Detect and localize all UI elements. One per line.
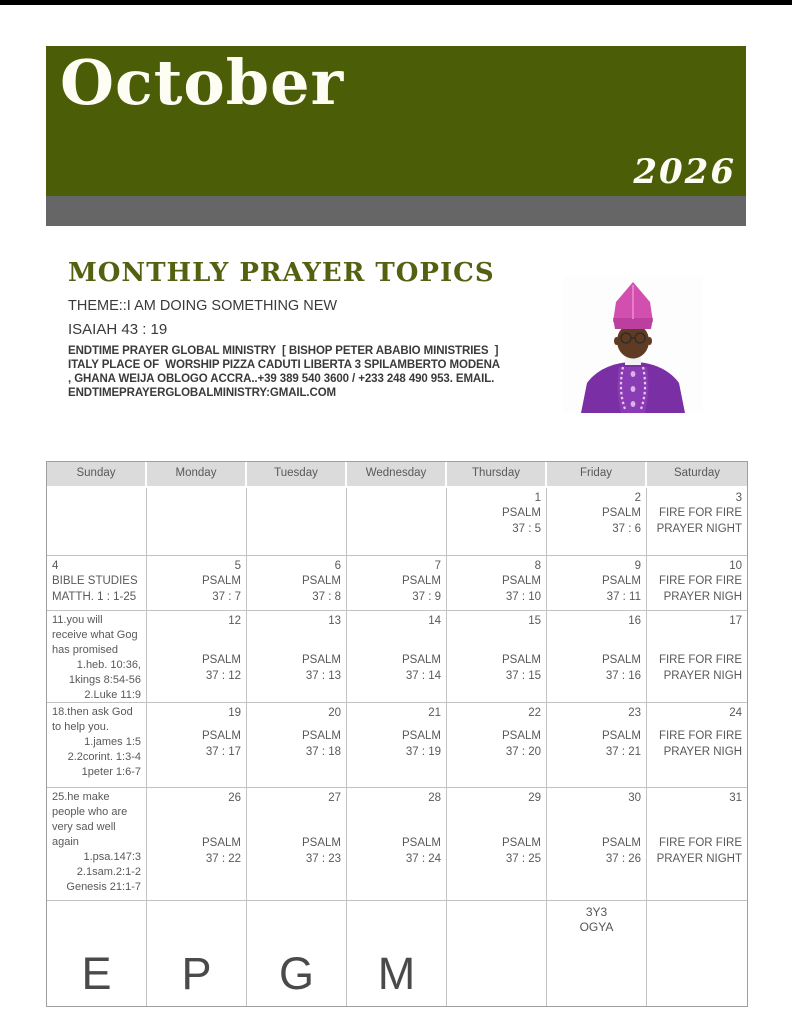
psalm-lines	[452, 505, 541, 537]
year-label: 2026	[633, 152, 736, 192]
weekday-header-monday: Monday	[147, 462, 247, 486]
calendar-cell	[647, 901, 747, 1006]
calendar-cell	[347, 901, 447, 1006]
calendar-cell	[147, 611, 247, 703]
cell-line: PSALM	[202, 654, 241, 666]
scripture-ref: 1kings 8:54-56	[68, 674, 141, 686]
day-number: 4	[52, 560, 59, 572]
epgm-letter: G	[278, 948, 314, 999]
topic-note: 25.he make people who are very sad well again	[52, 791, 128, 848]
fire-night-cell	[647, 703, 747, 788]
psalm-lines	[552, 505, 641, 537]
weekday-header-thursday: Thursday	[447, 462, 547, 486]
day-number: 8	[534, 560, 541, 572]
cell-line: PSALM	[602, 654, 641, 666]
cell-line: 37 : 13	[305, 670, 341, 682]
cell-line: PSALM	[402, 654, 441, 666]
ministry-banner-text: ENDTIME PRYER GLOBAL MINISTRY [ ITALY ] – BISHOP PETER ABABIO MINISTRIES [GHANA ]	[71, 233, 694, 248]
cell-line: 37 : 8	[312, 591, 341, 603]
epgm-letter: E	[81, 948, 112, 999]
calendar-cell	[147, 703, 247, 788]
mitre-band	[613, 318, 653, 329]
page-title: MONTHLY PRAYER TOPICS	[68, 258, 495, 288]
contact-line-2: ITALY PLACE OF WORSHIP PIZZA CADUTI LIBERTA 3 SPILAMBERTO MODENA	[68, 359, 501, 371]
day-number: 26	[228, 792, 241, 804]
cell-line: 37 : 20	[505, 746, 541, 758]
calendar-cell	[147, 901, 247, 1006]
day-number: 19	[228, 707, 241, 719]
psalm-lines	[552, 573, 641, 605]
cell-line: PSALM	[502, 575, 541, 587]
day-number: 14	[428, 615, 441, 627]
cell-line: 37 : 15	[505, 670, 541, 682]
cell-line: 37 : 7	[212, 591, 241, 603]
day-number: 31	[729, 792, 742, 804]
calendar-cell	[347, 703, 447, 788]
day-number: 3	[735, 492, 742, 504]
calendar-cell	[47, 488, 147, 556]
intro-section	[68, 258, 558, 400]
psalm-lines	[52, 573, 141, 605]
calendar-cell	[347, 488, 447, 556]
calendar-cell	[147, 488, 247, 556]
ogya-label	[552, 905, 641, 935]
scripture-ref: Genesis 21:1-7	[66, 881, 141, 893]
calendar-row	[47, 901, 747, 1006]
cell-line: 37 : 16	[605, 670, 641, 682]
calendar-cell	[447, 788, 547, 901]
calendar-table	[46, 461, 748, 1007]
cell-line: PSALM	[502, 837, 541, 849]
psalm-lines	[352, 835, 441, 867]
psalm-lines	[152, 835, 241, 867]
topic-note: 18.then ask God to help you.	[52, 706, 133, 733]
cell-line: PSALM	[502, 654, 541, 666]
cell-line: 37 : 26	[605, 853, 641, 865]
calendar-cell	[247, 556, 347, 611]
bishop-photo	[563, 277, 703, 413]
theme-line: THEME::I AM DOING SOMETHING NEW	[68, 298, 338, 314]
day-number: 10	[729, 560, 742, 572]
psalm-lines	[352, 652, 441, 684]
cell-line: 37 : 21	[605, 746, 641, 758]
cell-line: 37 : 24	[405, 853, 441, 865]
day-number: 12	[228, 615, 241, 627]
day-number: 9	[634, 560, 641, 572]
cell-line: FIRE FOR FIRE	[658, 837, 742, 849]
psalm-lines	[152, 652, 241, 684]
day-number: 29	[528, 792, 541, 804]
scripture-ref: 2.2corint. 1:3-4	[67, 751, 141, 763]
robe-button	[631, 386, 636, 392]
cell-line: FIRE FOR FIRE	[658, 730, 742, 742]
fire-night-lines	[652, 728, 742, 760]
psalm-lines	[452, 835, 541, 867]
calendar-cell	[547, 611, 647, 703]
psalm-lines	[252, 652, 341, 684]
day-number: 2	[634, 492, 641, 504]
weekday-header-friday: Friday	[547, 462, 647, 486]
cell-line: PSALM	[202, 730, 241, 742]
scripture-refs	[52, 658, 141, 703]
cell-line: PRAYER NIGH	[663, 746, 742, 758]
calendar-body	[47, 488, 747, 1006]
cell-line: PRAYER NIGH	[663, 591, 742, 603]
day-number: 13	[328, 615, 341, 627]
day-number: 20	[328, 707, 341, 719]
calendar-cell	[547, 703, 647, 788]
scripture-ref: 1.heb. 10:36,	[76, 659, 141, 671]
fire-night-cell	[647, 556, 747, 611]
weekday-header-row	[47, 462, 747, 488]
psalm-lines	[452, 728, 541, 760]
calendar-row	[47, 703, 747, 788]
calendar-cell	[47, 611, 147, 703]
cell-line: 37 : 5	[512, 523, 541, 535]
scripture-reference: ISAIAH 43 : 19	[68, 321, 168, 338]
cell-line: MATTH. 1 : 1-25	[52, 591, 137, 603]
bishop-portrait-image	[563, 277, 703, 413]
calendar-cell	[447, 556, 547, 611]
day-number: 7	[434, 560, 441, 572]
ear	[614, 337, 619, 345]
topic-note: 11.you will receive what Gog has promised	[52, 614, 138, 656]
cell-line: PSALM	[302, 730, 341, 742]
day-number: 22	[528, 707, 541, 719]
cell-line: 37 : 9	[412, 591, 441, 603]
day-number: 23	[628, 707, 641, 719]
calendar-cell	[447, 703, 547, 788]
day-number: 21	[428, 707, 441, 719]
psalm-lines	[352, 728, 441, 760]
weekday-header-sunday: Sunday	[47, 462, 147, 486]
psalm-lines	[552, 835, 641, 867]
cell-line: 37 : 25	[505, 853, 541, 865]
psalm-lines	[152, 573, 241, 605]
cell-line: FIRE FOR FIRE	[658, 654, 742, 666]
cell-line: FIRE FOR FIRE	[658, 507, 742, 519]
calendar-cell	[247, 703, 347, 788]
calendar-cell	[47, 788, 147, 901]
cell-line: FIRE FOR FIRE	[658, 575, 742, 587]
calendar-row	[47, 611, 747, 703]
day-number: 15	[528, 615, 541, 627]
calendar-cell	[347, 611, 447, 703]
calendar-cell	[447, 488, 547, 556]
contact-line-3: , GHANA WEIJA OBLOGO ACCRA..+39 389 540 3600 / +233 248 490 953. EMAIL.	[68, 373, 495, 385]
cell-line: 37 : 14	[405, 670, 441, 682]
calendar-cell	[147, 556, 247, 611]
cell-line: BIBLE STUDIES	[52, 575, 138, 587]
window-top-edge	[0, 0, 792, 5]
day-number: 5	[234, 560, 241, 572]
psalm-lines	[152, 728, 241, 760]
cell-line: 37 : 22	[205, 853, 241, 865]
fire-night-lines	[652, 835, 742, 867]
calendar-cell	[547, 901, 647, 1006]
calendar-cell	[347, 556, 447, 611]
day-number: 24	[729, 707, 742, 719]
cell-line: PSALM	[602, 507, 641, 519]
calendar-cell	[47, 901, 147, 1006]
cell-line: PSALM	[302, 654, 341, 666]
cell-line: PSALM	[602, 730, 641, 742]
psalm-lines	[552, 652, 641, 684]
cell-line: 37 : 6	[612, 523, 641, 535]
day-number: 27	[328, 792, 341, 804]
day-number: 17	[729, 615, 742, 627]
ogya-line: 3Y3	[585, 905, 608, 919]
weekday-header-saturday: Saturday	[647, 462, 747, 486]
calendar-cell	[47, 556, 147, 611]
robe-button	[631, 371, 636, 377]
calendar-cell	[247, 901, 347, 1006]
calendar-row	[47, 788, 747, 901]
day-number: 1	[534, 492, 541, 504]
scripture-ref: 1peter 1:6-7	[81, 766, 141, 778]
calendar-row	[47, 488, 747, 556]
ministry-banner	[46, 196, 746, 248]
fire-night-lines	[652, 652, 742, 684]
cell-line: PSALM	[502, 507, 541, 519]
fire-night-cell	[647, 611, 747, 703]
scripture-ref: 1.psa.147:3	[83, 851, 141, 863]
fire-night-cell	[647, 488, 747, 556]
robe-button	[631, 401, 636, 407]
cell-line: 37 : 10	[505, 591, 541, 603]
psalm-lines	[552, 728, 641, 760]
cell-line: PSALM	[502, 730, 541, 742]
calendar-cell	[247, 611, 347, 703]
psalm-lines	[452, 652, 541, 684]
contact-line-4: ENDTIMEPRAYERGLOBALMINISTRY:GMAIL.COM	[68, 387, 337, 399]
calendar-cell	[547, 488, 647, 556]
day-number: 16	[628, 615, 641, 627]
calendar-cell	[547, 788, 647, 901]
scripture-refs	[52, 735, 141, 780]
cell-line: 37 : 19	[405, 746, 441, 758]
cell-line: PRAYER NIGHT	[656, 523, 742, 535]
psalm-lines	[252, 835, 341, 867]
psalm-lines	[352, 573, 441, 605]
cell-line: PSALM	[402, 730, 441, 742]
psalm-lines	[452, 573, 541, 605]
fire-night-lines	[652, 505, 742, 537]
cell-line: PSALM	[302, 837, 341, 849]
day-number: 30	[628, 792, 641, 804]
calendar-cell	[247, 488, 347, 556]
psalm-lines	[252, 728, 341, 760]
ear	[647, 337, 652, 345]
cell-line: PSALM	[602, 575, 641, 587]
scripture-ref: 1.james 1:5	[84, 736, 141, 748]
month-title: October	[60, 46, 345, 119]
day-number: 6	[334, 560, 341, 572]
calendar-cell	[47, 703, 147, 788]
calendar-cell	[547, 556, 647, 611]
fire-night-lines	[652, 573, 742, 605]
weekday-header-wednesday: Wednesday	[347, 462, 447, 486]
cell-line: 37 : 12	[205, 670, 241, 682]
cell-line: PSALM	[402, 575, 441, 587]
psalm-lines	[252, 573, 341, 605]
calendar-row	[47, 556, 747, 611]
contact-line-1: ENDTIME PRAYER GLOBAL MINISTRY [ BISHOP PETER ABABIO MINISTRIES ]	[68, 345, 499, 357]
cell-line: PSALM	[602, 837, 641, 849]
cell-line: PSALM	[202, 837, 241, 849]
cell-line: 37 : 11	[606, 591, 641, 603]
calendar-cell	[147, 788, 247, 901]
calendar-cell	[247, 788, 347, 901]
ogya-line: OGYA	[579, 920, 614, 934]
calendar-cell	[447, 901, 547, 1006]
scripture-ref: 2.1sam.2:1-2	[76, 866, 141, 878]
fire-night-cell	[647, 788, 747, 901]
cell-line: PSALM	[202, 575, 241, 587]
cell-line: 37 : 18	[305, 746, 341, 758]
day-number: 28	[428, 792, 441, 804]
cell-line: PSALM	[302, 575, 341, 587]
scripture-refs	[52, 850, 141, 895]
epgm-letter: P	[181, 948, 212, 999]
epgm-letter: M	[377, 948, 416, 999]
calendar-cell	[447, 611, 547, 703]
cell-line: PRAYER NIGHT	[656, 853, 742, 865]
cell-line: PRAYER NIGH	[663, 670, 742, 682]
month-header-banner	[46, 46, 746, 196]
calendar-cell	[347, 788, 447, 901]
cell-line: 37 : 23	[305, 853, 341, 865]
cell-line: 37 : 17	[205, 746, 241, 758]
cell-line: PSALM	[402, 837, 441, 849]
weekday-header-tuesday: Tuesday	[247, 462, 347, 486]
scripture-ref: 2.Luke 11:9	[84, 689, 141, 701]
